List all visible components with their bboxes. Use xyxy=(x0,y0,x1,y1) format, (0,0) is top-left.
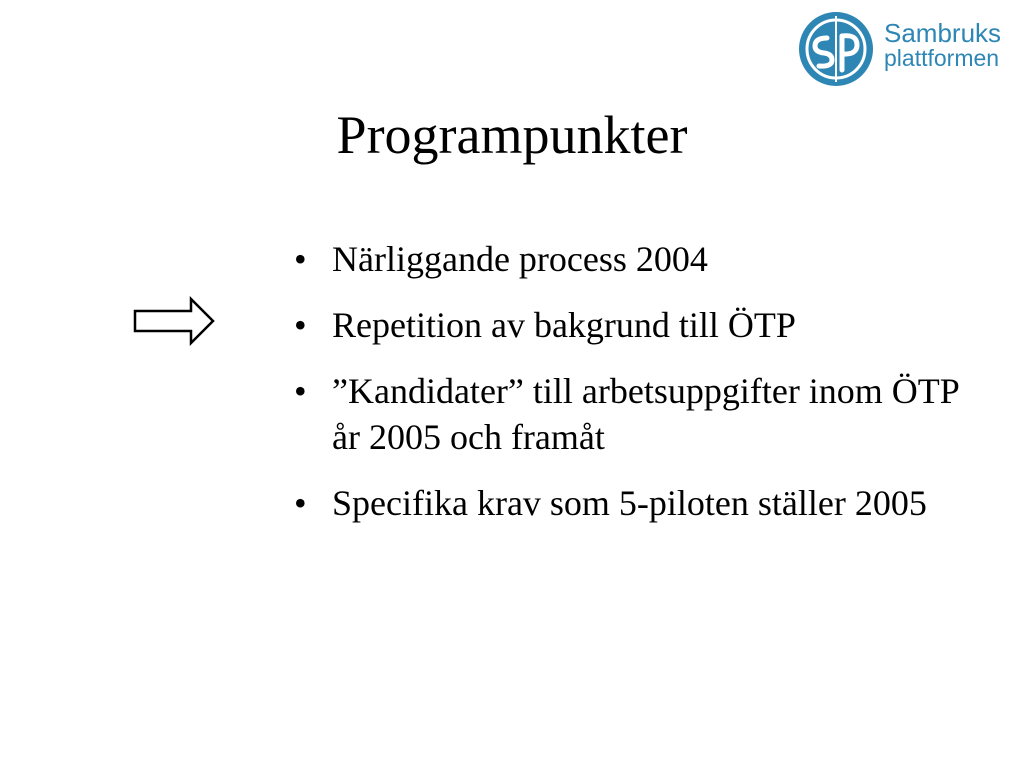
bullet-mark: • xyxy=(294,371,307,411)
slide-title: Programpunkter xyxy=(336,105,688,165)
bullet-text: ”Kandidater” till arbetsuppgifter inom ÖTP år 2005 och framåt xyxy=(332,371,959,457)
right-arrow-icon xyxy=(133,296,217,346)
bullet-text: Repetition av bakgrund till ÖTP xyxy=(332,305,796,345)
sambruksplattformen-logo-icon xyxy=(797,10,875,88)
bullet-text: Specifika krav som 5-piloten ställer 2005 xyxy=(332,483,927,523)
logo-wordmark xyxy=(884,20,1001,70)
bullet-text: Närliggande process 2004 xyxy=(332,239,708,279)
bullet-mark: • xyxy=(294,305,307,345)
list-item xyxy=(290,236,970,282)
bullet-mark: • xyxy=(294,239,307,279)
list-item xyxy=(290,480,970,526)
list-item xyxy=(290,368,970,460)
logo xyxy=(797,10,1012,88)
bullet-mark: • xyxy=(294,483,307,523)
logo-name-line1: Sambruks xyxy=(884,18,1002,48)
bullet-list xyxy=(290,236,970,546)
logo-name-line2: plattformen xyxy=(884,45,1000,71)
list-item xyxy=(290,302,970,348)
